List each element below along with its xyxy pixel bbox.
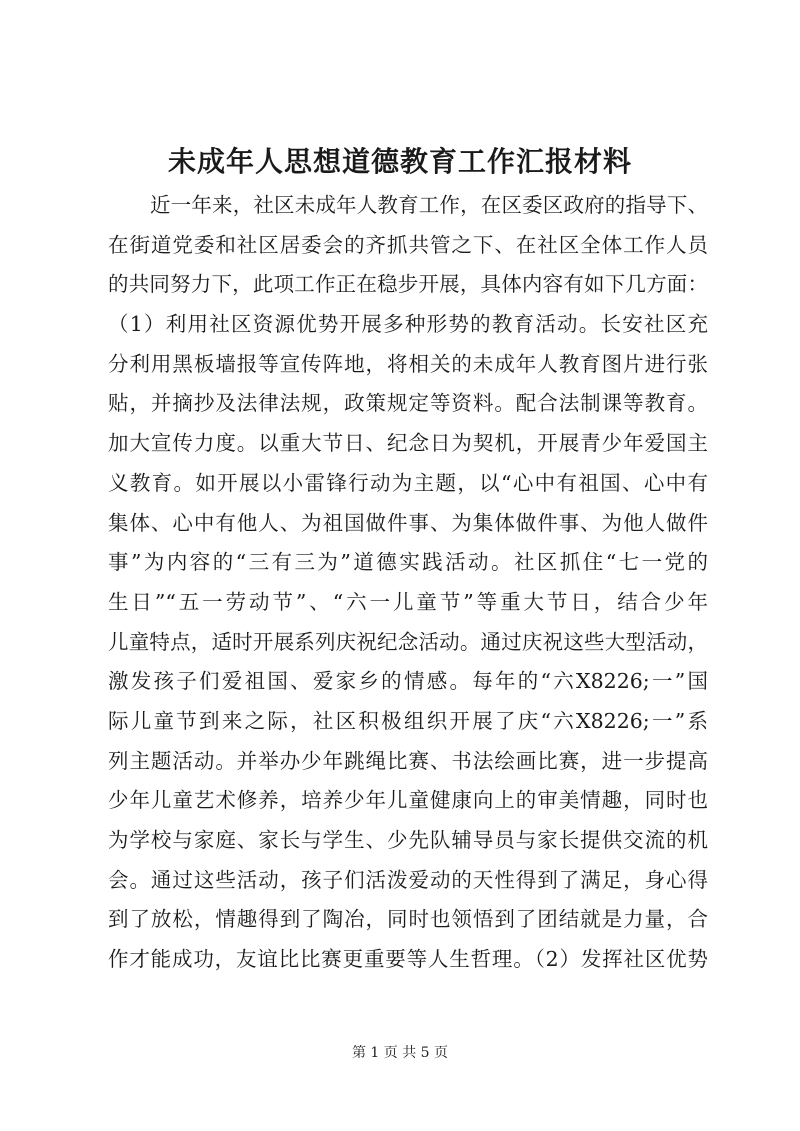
body-line: 贴，并摘抄及法律法规，政策规定等资料。配合法制课等教育。 bbox=[108, 391, 708, 416]
body-line: 列主题活动。并举办少年跳绳比赛、书法绘画比赛，进一步提高 bbox=[108, 748, 708, 773]
body-line: （1）利用社区资源优势开展多种形势的教育活动。长安社区充 bbox=[108, 312, 708, 337]
document-title: 未成年人思想道德教育工作汇报材料 bbox=[167, 145, 632, 178]
body-line: 少年儿童艺术修养，培养少年儿童健康向上的审美情趣，同时也 bbox=[108, 788, 708, 813]
body-line: 生日”“五一劳动节”、“六一儿童节”等重大节日，结合少年 bbox=[108, 589, 708, 614]
document-body bbox=[108, 186, 708, 980]
body-line: 儿童特点，适时开展系列庆祝纪念活动。通过庆祝这些大型活动， bbox=[108, 629, 708, 654]
body-line: 近一年来，社区未成年人教育工作，在区委区政府的指导下、 bbox=[150, 193, 708, 217]
body-line: 集体、心中有他人、为祖国做件事、为集体做件事、为他人做件 bbox=[108, 510, 708, 535]
body-line: 义教育。如开展以小雷锋行动为主题，以“心中有祖国、心中有 bbox=[108, 470, 708, 495]
body-line: 激发孩子们爱祖国、爱家乡的情感。每年的“六X8226;一”国 bbox=[108, 669, 708, 694]
body-line: 的共同努力下，此项工作正在稳步开展，具体内容有如下几方面： bbox=[108, 272, 708, 297]
body-line: 际儿童节到来之际，社区积极组织开展了庆“六X8226;一”系 bbox=[108, 708, 708, 733]
body-line: 到了放松，情趣得到了陶冶，同时也领悟到了团结就是力量，合 bbox=[108, 907, 708, 932]
body-line: 事”为内容的“三有三为”道德实践活动。社区抓住“七一党的 bbox=[108, 550, 708, 575]
body-line: 加大宣传力度。以重大节日、纪念日为契机，开展青少年爱国主 bbox=[108, 431, 708, 456]
body-line: 作才能成功，友谊比比赛更重要等人生哲理。（2）发挥社区优势 bbox=[108, 947, 708, 972]
body-line: 为学校与家庭、家长与学生、少先队辅导员与家长提供交流的机 bbox=[108, 828, 708, 852]
body-line: 分利用黑板墙报等宣传阵地，将相关的未成年人教育图片进行张 bbox=[108, 351, 708, 376]
page-number-footer: 第 1 页 共 5 页 bbox=[351, 1045, 449, 1061]
body-line: 会。通过这些活动，孩子们活泼爱动的天性得到了满足，身心得 bbox=[108, 867, 708, 892]
body-line: 在街道党委和社区居委会的齐抓共管之下、在社区全体工作人员 bbox=[108, 232, 708, 257]
